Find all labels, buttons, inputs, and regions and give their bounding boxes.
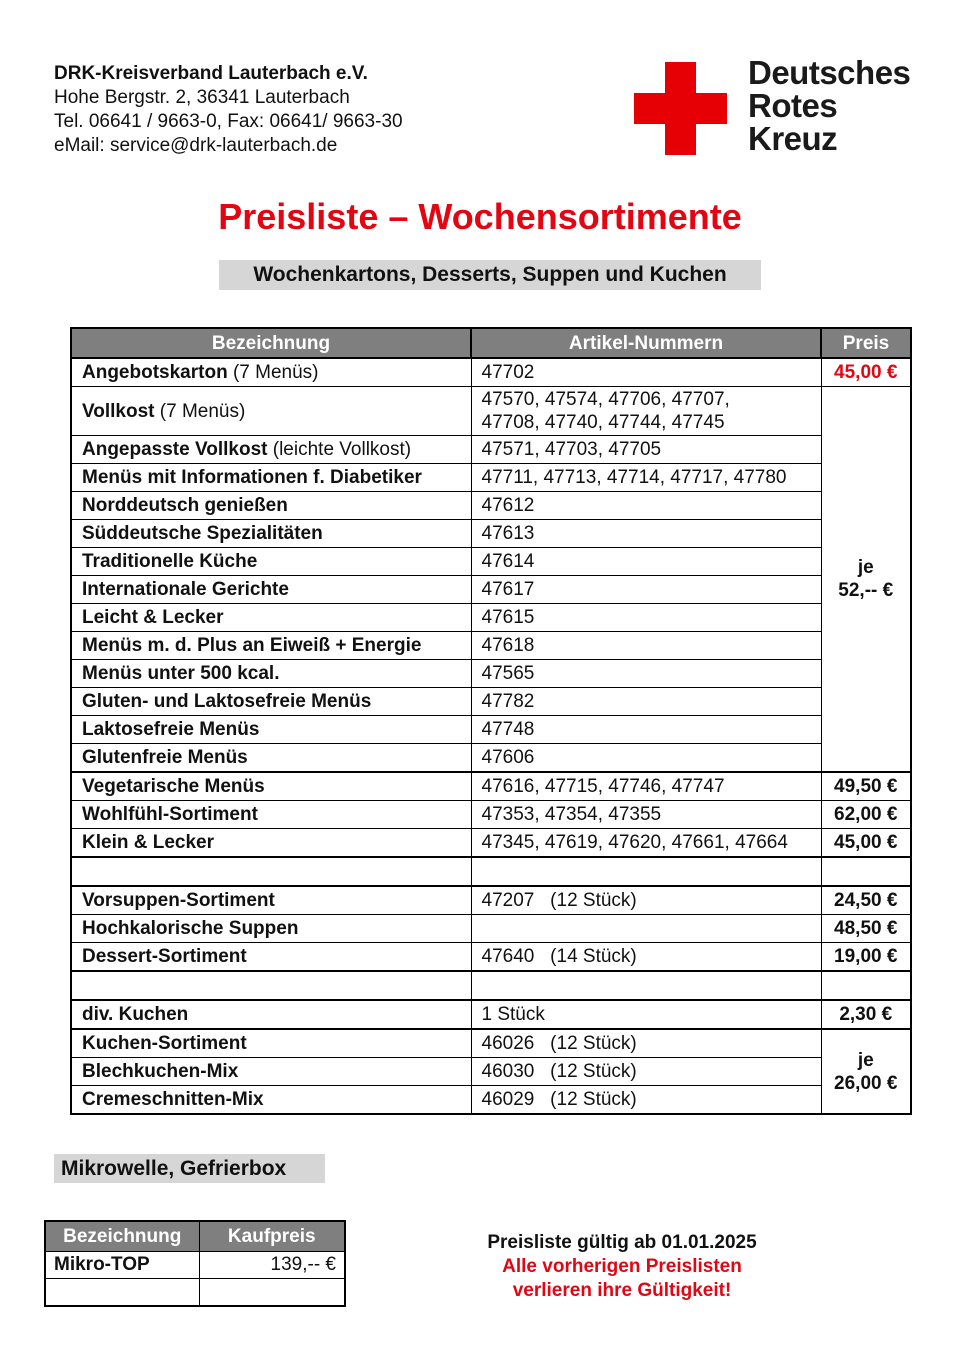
row-name: Internationale Gerichte [71, 576, 471, 604]
microwave-table [44, 1220, 346, 1307]
row-name: Blechkuchen-Mix [71, 1058, 471, 1086]
row-articles: 47613 [471, 520, 821, 548]
table-row [71, 1029, 911, 1058]
table-row [71, 1086, 911, 1115]
row-name: Glutenfreie Menüs [71, 744, 471, 773]
row-price: 2,30 € [821, 1000, 911, 1029]
row-name: Hochkalorische Suppen [71, 915, 471, 943]
table-row [71, 604, 911, 632]
row-articles: 47345, 47619, 47620, 47661, 47664 [471, 829, 821, 858]
row-name: Mikro-TOP [45, 1252, 199, 1279]
empty-row [71, 971, 911, 1000]
empty-row [71, 857, 911, 886]
drk-logo [634, 54, 934, 157]
group-price: je 26,00 € [821, 1029, 911, 1114]
table-row [71, 915, 911, 943]
row-price: 62,00 € [821, 801, 911, 829]
column-header: Kaufpreis [199, 1221, 345, 1252]
empty-row [45, 1279, 345, 1307]
row-articles: 46029 (12 Stück) [471, 1086, 821, 1115]
column-header: Bezeichnung [45, 1221, 199, 1252]
table-row [71, 548, 911, 576]
table-row [71, 387, 911, 436]
column-header: Preis [821, 328, 911, 358]
row-name: div. Kuchen [71, 1000, 471, 1029]
table-row [71, 829, 911, 858]
table-row [71, 943, 911, 972]
page-title: Preisliste – Wochensortimente [218, 196, 742, 237]
row-articles: 47570, 47574, 47706, 47707, 47708, 47740, 47744, 47745 [471, 387, 821, 436]
validity-notice [466, 1231, 778, 1303]
row-articles [471, 915, 821, 943]
row-name: Angebotskarton (7 Menüs) [71, 358, 471, 387]
row-articles: 47571, 47703, 47705 [471, 436, 821, 464]
section-subtitle: Wochenkartons, Desserts, Suppen und Kuchen [219, 260, 761, 290]
org-phone: Tel. 06641 / 9663-0, Fax: 06641/ 9663-30 [54, 111, 403, 132]
table-header-row [45, 1221, 345, 1252]
table-row [71, 886, 911, 915]
column-header: Bezeichnung [71, 328, 471, 358]
row-articles: 47616, 47715, 47746, 47747 [471, 772, 821, 801]
table-row [71, 772, 911, 801]
row-name: Dessert-Sortiment [71, 943, 471, 972]
logo-wordmark: Deutsches Rotes Kreuz [748, 54, 911, 157]
row-price: 24,50 € [821, 886, 911, 915]
table-row [71, 520, 911, 548]
row-articles: 47640 (14 Stück) [471, 943, 821, 972]
table-row [71, 688, 911, 716]
row-name: Vorsuppen-Sortiment [71, 886, 471, 915]
row-name: Traditionelle Küche [71, 548, 471, 576]
row-name: Gluten- und Laktosefreie Menüs [71, 688, 471, 716]
table-header-row [71, 328, 911, 358]
organization-header [54, 62, 403, 158]
row-name: Kuchen-Sortiment [71, 1029, 471, 1058]
column-header: Artikel-Nummern [471, 328, 821, 358]
row-articles: 47207 (12 Stück) [471, 886, 821, 915]
table-row [71, 1058, 911, 1086]
table-row [71, 744, 911, 773]
row-name: Menüs mit Informationen f. Diabetiker [71, 464, 471, 492]
validity-date: Preisliste gültig ab 01.01.2025 [487, 1232, 757, 1253]
table-row [71, 576, 911, 604]
table-row [71, 436, 911, 464]
row-articles: 46026 (12 Stück) [471, 1029, 821, 1058]
row-articles: 47617 [471, 576, 821, 604]
row-price: 139,-- € [199, 1252, 345, 1279]
row-name: Menüs unter 500 kcal. [71, 660, 471, 688]
row-articles: 47748 [471, 716, 821, 744]
section-heading-microwave: Mikrowelle, Gefrierbox [54, 1154, 325, 1183]
row-articles: 46030 (12 Stück) [471, 1058, 821, 1086]
row-articles: 47353, 47354, 47355 [471, 801, 821, 829]
row-name: Vollkost (7 Menüs) [71, 387, 471, 436]
red-cross-icon [634, 62, 727, 155]
row-articles: 47614 [471, 548, 821, 576]
table-row [45, 1252, 345, 1279]
row-name: Süddeutsche Spezialitäten [71, 520, 471, 548]
row-articles: 47565 [471, 660, 821, 688]
row-price: 49,50 € [821, 772, 911, 801]
row-price: 48,50 € [821, 915, 911, 943]
row-price: 45,00 € [821, 358, 911, 387]
row-articles: 47612 [471, 492, 821, 520]
row-price: 45,00 € [821, 829, 911, 858]
row-name: Menüs m. d. Plus an Eiweiß + Energie [71, 632, 471, 660]
table-row [71, 358, 911, 387]
row-name: Vegetarische Menüs [71, 772, 471, 801]
table-row [71, 632, 911, 660]
table-row [71, 464, 911, 492]
price-table [70, 327, 912, 1115]
row-articles: 47711, 47713, 47714, 47717, 47780 [471, 464, 821, 492]
validity-warning-2: verlieren ihre Gültigkeit! [512, 1280, 732, 1301]
row-name: Angepasste Vollkost (leichte Vollkost) [71, 436, 471, 464]
row-name: Leicht & Lecker [71, 604, 471, 632]
row-articles: 47606 [471, 744, 821, 773]
row-articles: 47702 [471, 358, 821, 387]
row-name: Wohlfühl-Sortiment [71, 801, 471, 829]
row-name: Laktosefreie Menüs [71, 716, 471, 744]
org-email: eMail: service@drk-lauterbach.de [54, 135, 338, 156]
table-row [71, 801, 911, 829]
row-name: Klein & Lecker [71, 829, 471, 858]
row-name: Norddeutsch genießen [71, 492, 471, 520]
table-row [71, 492, 911, 520]
row-articles: 1 Stück [471, 1000, 821, 1029]
validity-warning-1: Alle vorherigen Preislisten [502, 1256, 742, 1277]
row-articles: 47782 [471, 688, 821, 716]
row-articles: 47618 [471, 632, 821, 660]
row-price: 19,00 € [821, 943, 911, 972]
org-address: Hohe Bergstr. 2, 36341 Lauterbach [54, 87, 350, 108]
org-name: DRK-Kreisverband Lauterbach e.V. [54, 63, 368, 84]
table-row [71, 716, 911, 744]
row-articles: 47615 [471, 604, 821, 632]
group-price: je 52,-- € [821, 387, 911, 773]
row-name: Cremeschnitten-Mix [71, 1086, 471, 1115]
table-row [71, 660, 911, 688]
table-row [71, 1000, 911, 1029]
